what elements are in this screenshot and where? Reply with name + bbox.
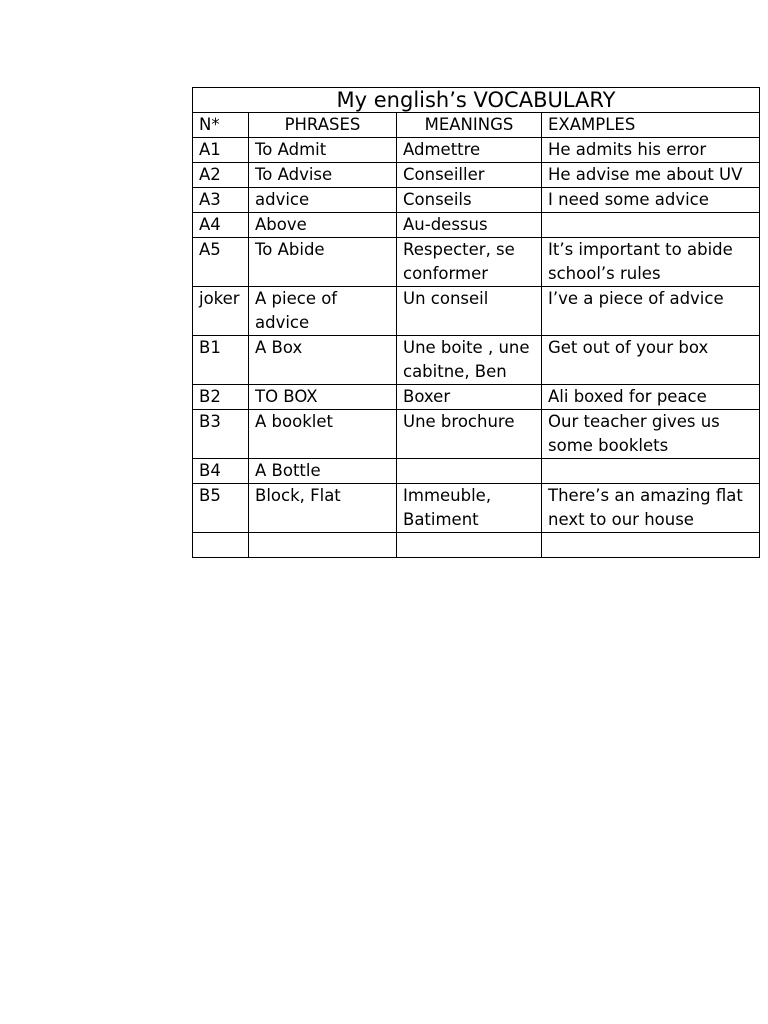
cell-phrase: To Advise bbox=[249, 163, 397, 188]
cell-example: Get out of your box bbox=[542, 336, 760, 385]
cell-number: joker bbox=[193, 287, 249, 336]
cell-example: It’s important to abide school’s rules bbox=[542, 238, 760, 287]
title-row bbox=[193, 88, 760, 113]
cell-phrase: TO BOX bbox=[249, 385, 397, 410]
cell-meaning: Une boite , une cabitne, Ben bbox=[397, 336, 542, 385]
cell-phrase: To Admit bbox=[249, 138, 397, 163]
cell-number: B5 bbox=[193, 484, 249, 533]
cell-meaning bbox=[397, 459, 542, 484]
cell-number: A2 bbox=[193, 163, 249, 188]
table-row bbox=[193, 287, 760, 336]
table-row-empty bbox=[193, 533, 760, 558]
table-row bbox=[193, 459, 760, 484]
table-row bbox=[193, 336, 760, 385]
cell-phrase: Block, Flat bbox=[249, 484, 397, 533]
cell-meaning: Conseils bbox=[397, 188, 542, 213]
header-row bbox=[193, 113, 760, 138]
cell-example bbox=[542, 459, 760, 484]
table-row bbox=[193, 163, 760, 188]
cell-meaning: Admettre bbox=[397, 138, 542, 163]
table-row bbox=[193, 410, 760, 459]
table-row bbox=[193, 213, 760, 238]
cell-phrase bbox=[249, 533, 397, 558]
cell-meaning bbox=[397, 533, 542, 558]
cell-number: A1 bbox=[193, 138, 249, 163]
cell-number: B4 bbox=[193, 459, 249, 484]
cell-meaning: Un conseil bbox=[397, 287, 542, 336]
table-row bbox=[193, 188, 760, 213]
cell-number: B1 bbox=[193, 336, 249, 385]
table-row bbox=[193, 385, 760, 410]
cell-phrase: Above bbox=[249, 213, 397, 238]
cell-meaning: Une brochure bbox=[397, 410, 542, 459]
cell-phrase: A Box bbox=[249, 336, 397, 385]
cell-number bbox=[193, 533, 249, 558]
cell-number: B3 bbox=[193, 410, 249, 459]
cell-number: B2 bbox=[193, 385, 249, 410]
table-row bbox=[193, 484, 760, 533]
cell-phrase: A piece of advice bbox=[249, 287, 397, 336]
header-meanings: MEANINGS bbox=[397, 113, 542, 138]
cell-number: A3 bbox=[193, 188, 249, 213]
cell-phrase: To Abide bbox=[249, 238, 397, 287]
header-number: N* bbox=[193, 113, 249, 138]
cell-phrase: A booklet bbox=[249, 410, 397, 459]
cell-example: There’s an amazing flat next to our house bbox=[542, 484, 760, 533]
cell-meaning: Immeuble, Batiment bbox=[397, 484, 542, 533]
cell-number: A4 bbox=[193, 213, 249, 238]
table-row bbox=[193, 238, 760, 287]
header-phrases: PHRASES bbox=[249, 113, 397, 138]
cell-example: Ali boxed for peace bbox=[542, 385, 760, 410]
cell-meaning: Boxer bbox=[397, 385, 542, 410]
cell-example: I need some advice bbox=[542, 188, 760, 213]
cell-example: Our teacher gives us some booklets bbox=[542, 410, 760, 459]
cell-example: I’ve a piece of advice bbox=[542, 287, 760, 336]
cell-example: He advise me about UV bbox=[542, 163, 760, 188]
cell-example: He admits his error bbox=[542, 138, 760, 163]
cell-number: A5 bbox=[193, 238, 249, 287]
cell-phrase: A Bottle bbox=[249, 459, 397, 484]
cell-example bbox=[542, 213, 760, 238]
cell-meaning: Conseiller bbox=[397, 163, 542, 188]
vocabulary-table bbox=[192, 87, 760, 558]
cell-meaning: Au-dessus bbox=[397, 213, 542, 238]
table-title: My english’s VOCABULARY bbox=[193, 88, 760, 113]
header-examples: EXAMPLES bbox=[542, 113, 760, 138]
cell-phrase: advice bbox=[249, 188, 397, 213]
cell-example bbox=[542, 533, 760, 558]
table-row bbox=[193, 138, 760, 163]
cell-meaning: Respecter, se conformer bbox=[397, 238, 542, 287]
